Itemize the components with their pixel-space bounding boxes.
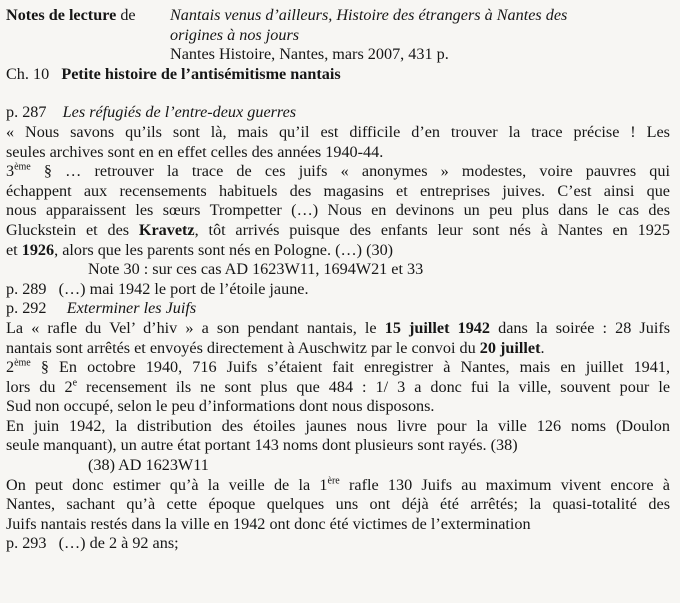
book-title-line-1: Nantais venus d’ailleurs, Histoire des étrangers à Nantes des: [170, 6, 568, 24]
section-p293-text: (…) de 2 à 92 ans;: [58, 534, 179, 553]
chapter-number: Ch. 10: [6, 64, 50, 83]
section-title-refugees: Les réfugiés de l’entre-deux guerres: [62, 103, 297, 122]
text-line: [6, 162, 670, 182]
text-fragment: , alors que les parents sont nés en Pologne. (…) (30): [54, 240, 394, 259]
chapter-heading: [6, 65, 670, 85]
text-fragment: recensement ils ne sont plus que 484 : 1/ 3 a donc fui la ville, souvent pour le: [77, 377, 670, 396]
text-line: seule manquant), un autre état portant 143 noms dont plusieurs sont rayés. (38): [6, 436, 518, 455]
ordinal-sup: ère: [327, 475, 340, 487]
header-label-text: Notes de lecture: [6, 6, 117, 24]
year-1926: 1926: [21, 240, 55, 259]
text-line: nous apparaissent les sœurs Trompetter (…) Nous en devinons un peu plus dans le cas des: [6, 201, 670, 220]
paragraph-ordinal: ème: [14, 357, 31, 369]
page-ref-289: p. 289: [6, 279, 47, 298]
section-p287-heading: [6, 103, 670, 123]
text-line: [6, 221, 670, 241]
page-ref-293: p. 293: [6, 534, 47, 553]
text-line: seules archives sont en en effet celles des années 1940-44.: [6, 142, 384, 161]
paragraph-number: 2: [6, 358, 15, 377]
text-fragment: rafle 130 Juifs au maximum vivent encore à: [339, 475, 670, 494]
book-reference: [170, 6, 670, 65]
text-line: échappent aux recensements habituels des magasins et entreprises juives. C’est ainsi que: [6, 181, 670, 200]
text-fragment: Gluckstein et des: [6, 220, 139, 239]
ordinal-sup: e: [72, 377, 78, 389]
text-fragment: et: [6, 240, 22, 259]
text-line: Nantes, sachant qu’à cette époque quelques uns ont déjà été arrêtés; la quasi-totalité des: [6, 495, 670, 514]
section-p293: [6, 534, 670, 554]
text-fragment: On peut donc estimer qu’à la veille de la 1: [6, 475, 328, 494]
text-line: Juifs nantais restés dans la ville en 1942 ont donc été victimes de l’extermination: [6, 514, 531, 533]
text-line: « Nous savons qu’ils sont là, mais qu’il est difficile d’en trouver la trace précise ! Les: [6, 122, 670, 141]
reading-notes-header: [6, 6, 670, 65]
section-p292-heading: [6, 299, 670, 319]
paragraph-text: § … retrouver la trace de ces juifs « anonymes » modestes, voire pauvres qui: [30, 162, 670, 181]
text-line: [6, 319, 670, 339]
text-fragment: , tôt arrivés puisque des enfants leur sont nés à Nantes en 1925: [194, 220, 670, 239]
book-publisher: Nantes Histoire, Nantes, mars 2007, 431 p.: [170, 45, 449, 64]
book-title-line-2: origines à nos jours: [170, 25, 300, 44]
page-ref-287: p. 287: [6, 103, 47, 122]
spacer: [6, 84, 670, 103]
text-line: Sud non occupé, selon le peu d’informations dont nous disposons.: [6, 397, 435, 416]
text-line: [6, 476, 670, 496]
footnote-30: Note 30 : sur ces cas AD 1623W11, 1694W21 et 33: [88, 260, 424, 279]
text-line: En juin 1942, la distribution des étoiles jaunes nous livre pour la ville 126 noms (Doulon: [6, 416, 670, 435]
text-line: [6, 378, 670, 398]
page-ref-292: p. 292: [6, 299, 47, 318]
section-p289-text: (…) mai 1942 le port de l’étoile jaune.: [58, 279, 309, 298]
paragraph-number: 3: [6, 162, 15, 181]
text-fragment: lors du 2: [6, 377, 73, 396]
text-line: [6, 339, 670, 359]
text-line: [6, 241, 670, 261]
header-label-de: de: [120, 6, 136, 24]
text-fragment: .: [540, 338, 545, 357]
date-20-july: 20 juillet: [479, 338, 541, 357]
text-fragment: dans la soirée : 28 Juifs: [490, 318, 671, 337]
section-p289: [6, 280, 670, 300]
chapter-title: Petite histoire de l’antisémitisme nantais: [61, 64, 341, 83]
text-fragment: nantais sont arrêtés et envoyés directement à Auschwitz par le convoi du: [6, 338, 480, 357]
paragraph-ordinal: ème: [14, 161, 31, 173]
footnote-38: (38) AD 1623W11: [88, 456, 209, 475]
date-15-july-1942: 15 juillet 1942: [384, 318, 490, 337]
header-label: [6, 6, 170, 65]
paragraph-text: § En octobre 1940, 716 Juifs s’étaient fait enregistrer à Nantes, mais en juillet 1941,: [30, 358, 670, 377]
family-name-kravetz: Kravetz: [138, 220, 195, 239]
text-line: [6, 358, 670, 378]
section-title-exterminate: Exterminer les Juifs: [66, 299, 197, 318]
text-fragment: La « rafle du Vel’ d’hiv » a son pendant nantais, le: [6, 318, 385, 337]
